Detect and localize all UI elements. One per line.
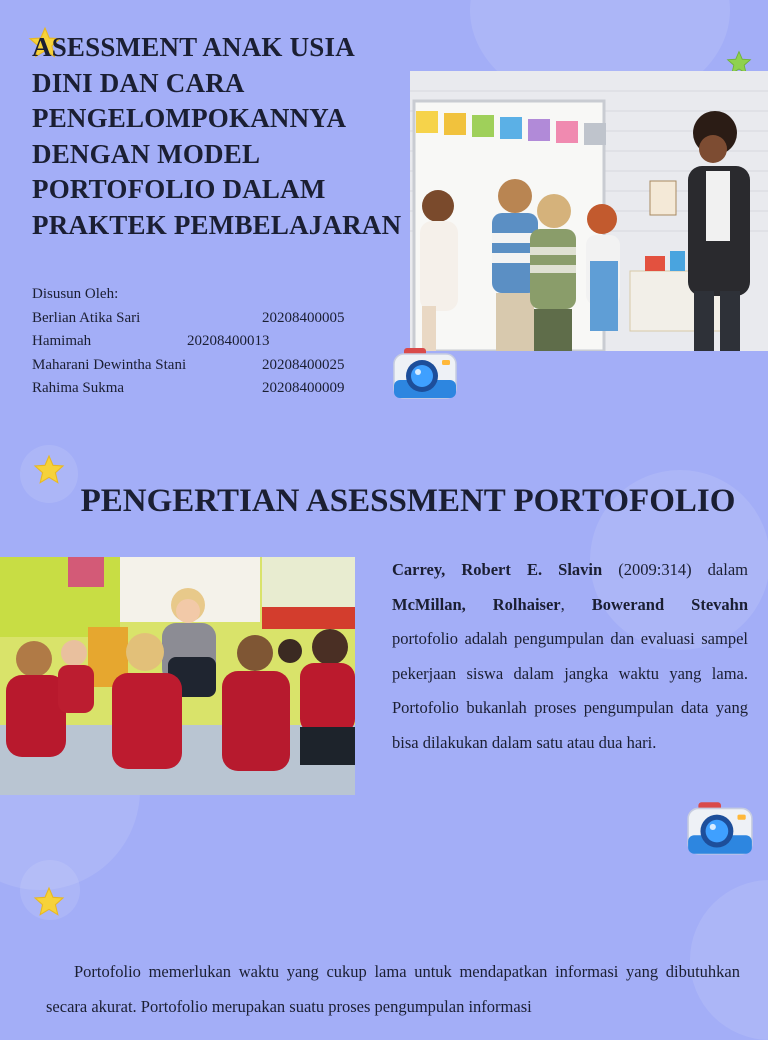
citation-comma: ,	[560, 594, 592, 614]
section-title: PENGERTIAN ASESSMENT PORTOFOLIO	[80, 483, 736, 519]
author-heading: Disusun Oleh:	[32, 286, 119, 302]
page-title: ASESSMENT ANAK USIA DINI DAN CARA PENGELOMPOKANNYA DENGAN MODEL PORTOFOLIO DALAM PRAKTEK PEMBELAJARAN	[32, 32, 402, 240]
author-row	[32, 307, 362, 331]
author-nim: 20208400005	[262, 309, 345, 326]
author-row	[32, 330, 362, 354]
author-list	[32, 283, 362, 401]
classroom-photo-circle-time	[0, 557, 355, 795]
author-nim: 20208400013	[187, 333, 270, 349]
author-name: Maharani Dewintha Stani	[32, 356, 187, 373]
author-name: Berlian Atika Sari	[32, 309, 141, 326]
author-nim: 20208400025	[262, 356, 345, 373]
author-name: Rahima Sukma	[32, 380, 125, 396]
citation-ref: (2009:314) dalam	[602, 560, 748, 579]
author-row	[32, 377, 362, 401]
camera-icon	[684, 796, 756, 860]
classroom-photo-whiteboard	[410, 71, 768, 351]
citation-author-2: McMillan, Rolhaiser	[392, 594, 561, 614]
star-icon	[33, 886, 65, 918]
author-name: Hamimah	[32, 333, 92, 349]
citation-author-1: Carrey, Robert E. Slavin	[392, 560, 603, 579]
author-row	[32, 354, 362, 378]
author-nim: 20208400009	[262, 380, 345, 396]
definition-text: portofolio adalah pengumpulan dan evaluasi sampel pekerjaan siswa dalam jangka waktu yang lama. Portofolio bukanlah proses pengumpulan data yang bisa dilakukan dalam satu atau dua hari.	[392, 629, 748, 752]
definition-paragraph	[392, 553, 748, 760]
citation-author-3: Bowerand Stevahn	[591, 594, 748, 614]
portfolio-paragraph: Portofolio memerlukan waktu yang cukup lama untuk mendapatkan informasi yang dibutuhkan secara akurat. Portofolio merupakan suatu proses pengumpulan informasi	[46, 962, 740, 1016]
camera-icon	[390, 342, 460, 404]
